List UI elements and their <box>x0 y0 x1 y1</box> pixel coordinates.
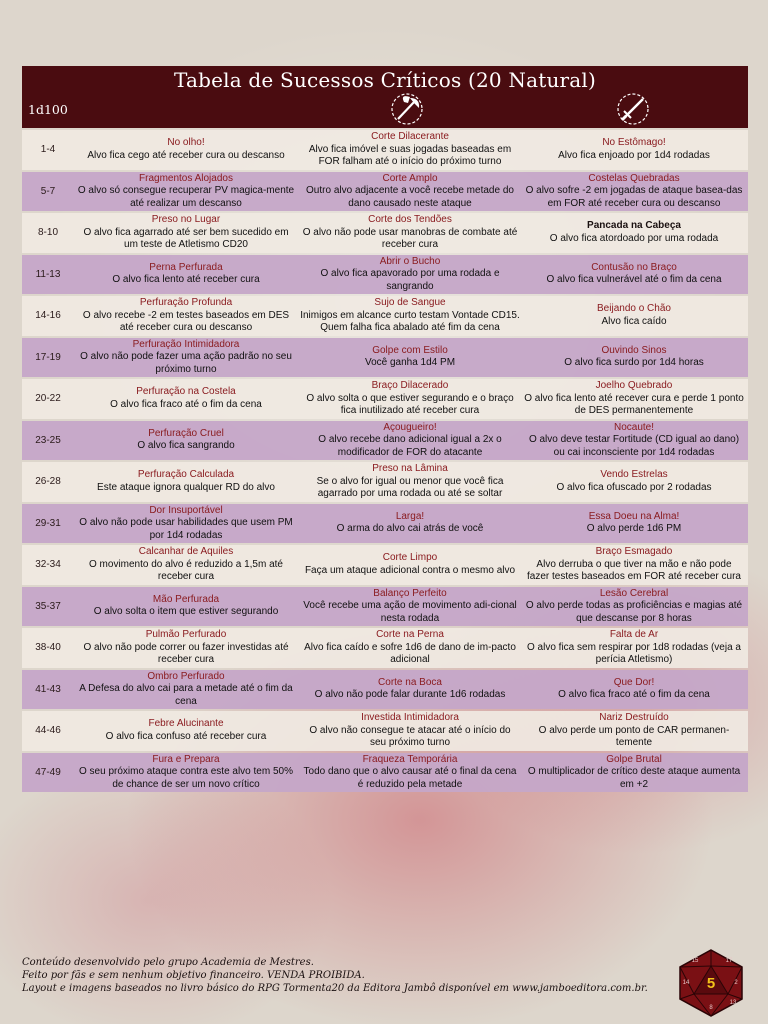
critical-effect-cell <box>298 130 522 170</box>
effect-description: O alvo sofre -2 em jogadas de ataque basea-das em FOR até receber cura ou descanso <box>525 185 743 209</box>
effect-description: Alvo fica cego até receber cura ou descanso <box>87 149 285 161</box>
effect-description: O alvo perde um ponto de CAR permanen-temente <box>538 724 730 748</box>
die-side-value: 13 <box>729 1000 737 1006</box>
critical-effect-cell <box>74 545 298 585</box>
critical-effect-cell <box>74 261 298 288</box>
critical-effect-cell <box>298 753 522 793</box>
table-row <box>22 172 748 212</box>
page-title: Tabela de Sucessos Críticos (20 Natural) <box>173 68 597 92</box>
effect-name: Corte Dilacerante <box>371 131 449 142</box>
effect-name: Vendo Estrelas <box>600 469 668 481</box>
effect-name: Beijando o Chão <box>597 303 671 315</box>
die-face-value: 5 <box>706 975 716 992</box>
roll-range: 38-40 <box>35 642 61 654</box>
effect-description: O alvo recebe -2 em testes baseados em DES até receber cura ou descanso <box>82 309 290 333</box>
table-row <box>22 504 748 544</box>
effect-description: O alvo fica vulnerável até o fim da cena <box>546 274 722 286</box>
critical-effect-cell <box>522 628 746 668</box>
effect-name: Nariz Destruído <box>599 712 669 723</box>
effect-description: O alvo não pode usar manobras de combate até receber cura <box>302 226 518 250</box>
effect-name: Golpe Brutal <box>606 753 662 765</box>
effect-description: O alvo não pode falar durante 1d6 rodadas <box>314 689 506 701</box>
effect-name: Ouvindo Sinos <box>601 344 667 356</box>
roll-range: 41-43 <box>35 683 61 695</box>
sword-icon <box>616 92 650 126</box>
effect-description: Outro alvo adjacente a você recebe metade do dano causado neste ataque <box>306 185 514 209</box>
effect-name: Balanço Perfeito <box>373 587 447 599</box>
effect-description: O alvo só consegue recuperar PV magica-mente até realizar um descanso <box>77 185 295 209</box>
effect-name: Golpe com Estilo <box>372 344 448 356</box>
table-row <box>22 213 748 253</box>
table-row <box>22 587 748 627</box>
critical-effect-cell <box>74 338 298 378</box>
critical-effect-cell <box>74 468 298 495</box>
effect-name: Perfuração Profunda <box>139 297 233 308</box>
effect-name: Corte Amplo <box>382 172 438 184</box>
effect-description: O alvo fica surdo por 1d4 horas <box>564 357 704 369</box>
effect-description: O alvo não pode fazer uma ação padrão no seu próximo turno <box>80 351 292 375</box>
effect-description: Se o alvo for igual ou menor que você fica agarrado por uma rodada ou até se soltar <box>316 475 504 499</box>
die-side-value: 17 <box>725 958 733 964</box>
dice-column-label: 1d100 <box>28 102 68 117</box>
effect-name: Calcanhar de Aquiles <box>138 546 234 557</box>
critical-effect-cell <box>74 427 298 454</box>
critical-effect-cell <box>74 296 298 336</box>
critical-effect-cell <box>298 551 522 578</box>
roll-range: 26-28 <box>35 476 61 488</box>
critical-effect-cell <box>298 711 522 751</box>
critical-effect-cell <box>298 462 522 502</box>
critical-effect-cell <box>522 510 746 537</box>
effect-description: O alvo fica confuso até receber cura <box>105 730 267 742</box>
effect-description: Este ataque ignora qualquer RD do alvo <box>97 481 275 493</box>
die-side-value: 15 <box>691 958 699 964</box>
table-row <box>22 462 748 502</box>
critical-effect-cell <box>522 344 746 371</box>
die-side-value: 2 <box>734 980 738 986</box>
effect-name: Pulmão Perfurado <box>145 629 227 640</box>
effect-description: O movimento do alvo é reduzido a 1,5m até receber cura <box>89 558 283 582</box>
effect-description: O alvo fica ofuscado por 2 rodadas <box>556 481 712 493</box>
critical-effect-cell <box>522 219 746 246</box>
table-row <box>22 421 748 461</box>
roll-range: 8-10 <box>37 227 58 239</box>
effect-description: O alvo fica fraco até o fim da cena <box>558 689 710 701</box>
effect-description: O alvo fica atordoado por uma rodada <box>549 232 719 244</box>
effect-description: Alvo fica caído <box>601 315 667 327</box>
roll-range: 29-31 <box>35 517 61 529</box>
roll-range: 14-16 <box>35 310 61 322</box>
effect-description: O alvo recebe dano adicional igual a 2x o modificador de FOR do atacante <box>318 434 502 458</box>
critical-effect-cell <box>74 628 298 668</box>
effect-description: O alvo fica lento até receber cura <box>112 274 260 286</box>
critical-effect-cell <box>74 504 298 544</box>
credits-line: Conteúdo desenvolvido pelo grupo Academia de Mestres. <box>22 957 314 968</box>
effect-description: O alvo não consegue te atacar até o início do seu próximo turno <box>309 724 511 748</box>
roll-range: 23-25 <box>35 434 61 446</box>
critical-effect-cell <box>522 379 746 419</box>
effect-name: Abrir o Bucho <box>379 255 441 267</box>
critical-effect-cell <box>74 670 298 710</box>
table-header <box>22 66 748 128</box>
effect-name: Corte Limpo <box>382 552 438 564</box>
effect-description: Alvo fica enjoado por 1d4 rodadas <box>558 149 710 161</box>
critical-effect-cell <box>74 136 298 163</box>
effect-name: Nocaute! <box>613 421 655 433</box>
effect-name: Fura e Prepara <box>152 753 220 765</box>
d20-die-logo <box>676 948 746 1018</box>
effect-name: Febre Alucinante <box>148 718 224 730</box>
table-row <box>22 338 748 378</box>
effect-name: Que Dor! <box>613 676 655 688</box>
effect-name: Braço Esmagado <box>595 546 673 557</box>
critical-effect-cell <box>74 593 298 620</box>
effect-description: O alvo não pode correr ou fazer investidas até receber cura <box>83 641 289 665</box>
table-row <box>22 296 748 336</box>
critical-effect-cell <box>74 172 298 212</box>
effect-name: Braço Dilacerado <box>371 380 449 391</box>
effect-name: Perna Perfurada <box>149 261 223 273</box>
effect-name: No Estômago! <box>602 137 666 149</box>
roll-range: 47-49 <box>35 766 61 778</box>
critical-table <box>22 130 748 794</box>
effect-description: Você recebe uma ação de movimento adi-cional nesta rodada <box>303 600 517 624</box>
critical-effect-cell <box>74 385 298 412</box>
table-row <box>22 753 748 793</box>
effect-description: O arma do alvo cai atrás de você <box>336 523 484 535</box>
critical-effect-cell <box>298 379 522 419</box>
critical-effect-cell <box>298 296 522 336</box>
critical-effect-cell <box>298 510 522 537</box>
effect-description: Faça um ataque adicional contra o mesmo alvo <box>304 564 516 576</box>
effect-description: Alvo fica caído e sofre 1d6 de dano de im-pacto adicional <box>304 641 516 665</box>
roll-range: 11-13 <box>35 268 61 280</box>
effect-name: Lesão Cerebral <box>599 587 669 599</box>
effect-name: Fragmentos Alojados <box>139 172 233 184</box>
effect-name: Corte dos Tendões <box>368 214 452 225</box>
effect-name: Corte na Perna <box>376 629 444 640</box>
effect-name: Investida Intimidadora <box>361 712 459 723</box>
critical-effect-cell <box>298 255 522 295</box>
effect-name: Perfuração Intimidadora <box>132 338 240 350</box>
effect-name: Contusão no Braço <box>591 261 677 273</box>
effect-name: Essa Doeu na Alma! <box>588 510 680 522</box>
effect-description: Todo dano que o alvo causar até o final da cena é reduzido pela metade <box>303 766 517 790</box>
effect-description: O alvo solta o que estiver segurando e o braço fica inutilizado até receber cura <box>306 392 514 416</box>
critical-effect-cell <box>74 213 298 253</box>
critical-effect-cell <box>522 136 746 163</box>
critical-effect-cell <box>522 468 746 495</box>
table-row <box>22 379 748 419</box>
die-side-value: 8 <box>709 1005 713 1011</box>
critical-effect-cell <box>522 261 746 288</box>
critical-effect-cell <box>522 587 746 627</box>
effect-description: O alvo fica apavorado por uma rodada e sangrando <box>320 268 500 292</box>
roll-range: 44-46 <box>35 725 61 737</box>
die-side-value: 14 <box>682 980 690 986</box>
roll-range: 17-19 <box>35 351 61 363</box>
effect-description: O alvo deve testar Fortitude (CD igual ao dano) ou cai inconsciente por 1d4 rodadas <box>528 434 740 458</box>
axe-icon <box>390 92 424 126</box>
table-row <box>22 670 748 710</box>
effect-name: Corte na Boca <box>378 676 442 688</box>
roll-range: 1-4 <box>40 144 56 156</box>
critical-effect-cell <box>298 628 522 668</box>
effect-name: Perfuração Cruel <box>148 427 224 439</box>
critical-effect-cell <box>298 344 522 371</box>
table-row <box>22 130 748 170</box>
roll-range: 20-22 <box>35 393 61 405</box>
effect-name: Fraqueza Temporária <box>362 753 458 765</box>
critical-effect-cell <box>74 717 298 744</box>
table-row <box>22 711 748 751</box>
effect-description: O alvo fica fraco até o fim da cena <box>110 398 262 410</box>
effect-description: O alvo fica lento até recever cura e perde 1 ponto de DES permanentemente <box>524 392 744 416</box>
effect-description: O alvo perde todas as proficiências e magias até que descanse por 8 horas <box>525 600 743 624</box>
effect-description: O alvo fica sangrando <box>137 440 235 452</box>
effect-description: Alvo derruba o que tiver na mão e não pode fazer testes baseados em FOR até receber cura <box>527 558 741 582</box>
effect-description: O alvo não pode usar habilidades que usem PM por 1d4 rodadas <box>79 517 293 541</box>
effect-description: O alvo fica agarrado até ser bem sucedido em um teste de Atletismo CD20 <box>83 226 289 250</box>
effect-name: Costelas Quebradas <box>588 172 680 184</box>
roll-range: 32-34 <box>35 559 61 571</box>
critical-effect-cell <box>522 753 746 793</box>
critical-effect-cell <box>298 172 522 212</box>
credits-line: Feito por fãs e sem nenhum objetivo financeiro. VENDA PROIBIDA. <box>22 970 365 981</box>
effect-name: Perfuração na Costela <box>136 386 236 398</box>
effect-name: Preso no Lugar <box>151 214 221 225</box>
effect-name: Dor Insuportável <box>149 504 223 516</box>
effect-name: Açougueiro! <box>383 421 437 433</box>
effect-name: Joelho Quebrado <box>595 380 673 391</box>
roll-range: 35-37 <box>35 600 61 612</box>
critical-effect-cell <box>298 676 522 703</box>
effect-description: O seu próximo ataque contra este alvo tem 50% de chance de ser um novo crítico <box>78 766 293 790</box>
critical-effect-cell <box>298 213 522 253</box>
credits-line: Layout e imagens baseados no livro básico do RPG Tormenta20 da Editora Jambô disponível em www.jamboeditora.com.br. <box>22 983 648 994</box>
critical-effect-cell <box>74 753 298 793</box>
effect-description: O alvo fica sem respirar por 1d8 rodadas (veja a perícia Atletismo) <box>527 641 741 665</box>
effect-description: O alvo perde 1d6 PM <box>586 523 682 535</box>
table-row <box>22 255 748 295</box>
critical-effect-cell <box>522 711 746 751</box>
effect-name: No olho! <box>167 137 205 149</box>
roll-range: 5-7 <box>40 185 56 197</box>
effect-description: A Defesa do alvo cai para a metade até o fim da cena <box>79 683 293 707</box>
credits-footer <box>22 956 662 995</box>
effect-name: Pancada na Cabeça <box>587 220 681 232</box>
effect-description: O multiplicador de crítico deste ataque aumenta em +2 <box>527 766 741 790</box>
effect-name: Falta de Ar <box>609 629 659 640</box>
table-row <box>22 545 748 585</box>
effect-description: Alvo fica imóvel e suas jogadas baseadas em FOR falham até o início do próximo turno <box>308 143 512 167</box>
effect-name: Larga! <box>395 510 425 522</box>
effect-name: Perfuração Calculada <box>137 469 235 481</box>
critical-effect-cell <box>522 676 746 703</box>
table-row <box>22 628 748 668</box>
effect-name: Ombro Perfurado <box>147 670 225 682</box>
critical-effect-cell <box>522 302 746 329</box>
effect-description: Você ganha 1d4 PM <box>364 357 456 369</box>
effect-name: Preso na Lâmina <box>372 463 448 474</box>
effect-name: Sujo de Sangue <box>374 297 446 308</box>
critical-effect-cell <box>522 545 746 585</box>
critical-effect-cell <box>522 172 746 212</box>
critical-effect-cell <box>298 421 522 461</box>
effect-description: Inimigos em alcance curto testam Vontade CD15. Quem falha fica abalado até fim da cena <box>300 309 520 333</box>
effect-description: O alvo solta o item que estiver segurando <box>93 606 279 618</box>
critical-effect-cell <box>522 421 746 461</box>
effect-name: Mão Perfurada <box>152 593 220 605</box>
critical-effect-cell <box>298 587 522 627</box>
